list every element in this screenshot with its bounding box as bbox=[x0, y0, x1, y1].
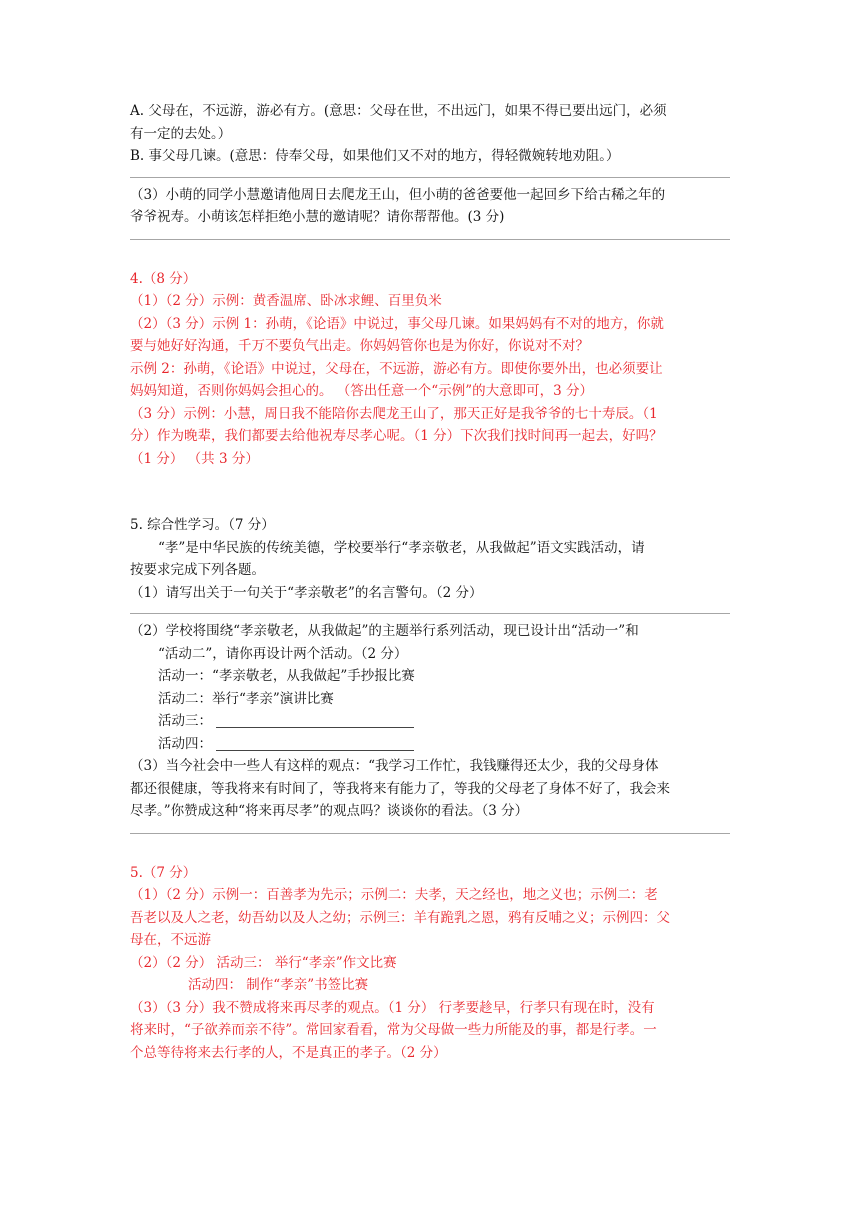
answer-4-line: 示例 2：孙萌，《论语》中说过，父母在，不远游，游必有方。即使你要外出，也必须要让 bbox=[130, 360, 663, 377]
activity-3-blank[interactable] bbox=[216, 713, 414, 728]
answer-4-line: （3 分）示例：小慧，周日我不能陪你去爬龙王山了，那天正好是我爷爷的七十寿辰。（1 bbox=[130, 405, 658, 422]
answer-4-block bbox=[130, 268, 730, 471]
activity-3-label: 活动三： bbox=[158, 713, 212, 729]
option-b-line: B. 事父母几谏。(意思：侍奉父母，如果他们又不对的地方，得轻微婉转地劝阻。） bbox=[130, 148, 620, 164]
question-3-line-2: 爷爷祝寿。小萌该怎样拒绝小慧的邀请呢？请你帮帮他。(3 分) bbox=[130, 209, 505, 225]
answer-5-line: 母在，不远游 bbox=[130, 932, 211, 948]
question-5-sub-2: （2）学校将围绕“孝亲敬老，从我做起”的主题举行系列活动，现已设计出“活动一”和 bbox=[130, 623, 639, 639]
answer-4-line: 分）作为晚辈，我们都要去给他祝寿尽孝心呢。（1 分）下次我们找时间再一起去，好吗？ bbox=[130, 428, 663, 444]
answer-line bbox=[130, 613, 730, 614]
answer-5-line: （2）（2 分） 活动三： 举行“孝亲”作文比赛 bbox=[130, 954, 397, 971]
activity-4-blank[interactable] bbox=[216, 736, 414, 751]
answer-5-line: 吾老以及人之老，幼吾幼以及人之幼；示例三：羊有跪乳之恩，鸦有反哺之义；示例四：父 bbox=[130, 909, 670, 926]
answer-5-line: （3）（3 分）我不赞成将来再尽孝的观点。（1 分） 行孝要趁早，行孝只有现在时，没有 bbox=[130, 999, 655, 1016]
answer-5-line: （1）（2 分）示例一：百善孝为先示；示例二：夫孝，天之经也，地之义也；示例二：老 bbox=[130, 887, 658, 903]
question-5-block bbox=[130, 514, 730, 834]
answer-4-line: （2）（3 分）示例 1：孙萌，《论语》中说过，事父母几谏。如果妈妈有不对的地方，你就 bbox=[130, 315, 664, 332]
answer-5-line: 个总等待将来去行孝的人，不是真正的孝子。（2 分） bbox=[130, 1044, 447, 1061]
question-3-line-1: （3）小萌的同学小慧邀请他周日去爬龙王山，但小萌的爸爸要他一起回乡下给古稀之年的 bbox=[130, 186, 666, 203]
answer-4-line: 要与她好好沟通，千万不要负气出走。你妈妈管你也是为你好，你说对不对？ bbox=[130, 338, 589, 354]
answer-5-block bbox=[130, 862, 730, 1065]
question-5-sub-3: 尽孝。”你赞成这种“将来再尽孝”的观点吗？谈谈你的看法。（3 分） bbox=[130, 803, 529, 819]
question-5-intro: 按要求完成下列各题。 bbox=[130, 562, 265, 578]
activity-2: 活动二：举行“孝亲”演讲比赛 bbox=[158, 690, 334, 707]
answer-4-line: （1）（2 分）示例：黄香温席、卧冰求鲤、百里负米 bbox=[130, 293, 442, 309]
document-page bbox=[130, 100, 730, 1064]
answer-5-title: 5.（7 分） bbox=[130, 864, 197, 881]
question-5-sub-1: （1）请写出关于一句关于“孝亲敬老”的名言警句。（2 分） bbox=[130, 584, 483, 601]
question-5-sub-2: “活动二”，请你再设计两个活动。（2 分） bbox=[158, 645, 408, 662]
activity-3 bbox=[130, 710, 730, 733]
answer-4-line: 妈妈知道，否则你妈妈会担心的。 （答出任意一个“示例”的大意即可，3 分） bbox=[130, 383, 593, 399]
question-5-sub-3: （3）当今社会中一些人有这样的观点：“我学习工作忙，我钱赚得还太少，我的父母身体 bbox=[130, 758, 659, 774]
answer-4-title: 4.（8 分） bbox=[130, 270, 197, 287]
answer-5-line: 活动四： 制作“孝亲”书签比赛 bbox=[188, 977, 369, 993]
option-a-line-1: A. 父母在，不远游，游必有方。(意思：父母在世，不出远门，如果不得已要出远门，必须 bbox=[130, 103, 667, 119]
question-5-intro: “孝”是中华民族的传统美德，学校要举行“孝亲敬老，从我做起”语文实践活动，请 bbox=[158, 539, 645, 556]
answer-5-line: 将来时，“子欲养而亲不待”。常回家看看，常为父母做一些力所能及的事，都是行孝。一 bbox=[130, 1022, 657, 1038]
option-a-line-2: 有一定的去处。） bbox=[130, 125, 232, 142]
activity-4 bbox=[130, 733, 730, 756]
activity-4-label: 活动四： bbox=[158, 735, 212, 752]
question-5-title: 5. 综合性学习。（7 分） bbox=[130, 517, 275, 533]
answer-line bbox=[130, 177, 730, 178]
question-5-sub-3: 都还很健康，等我将来有时间了，等我将来有能力了，等我的父母老了身体不好了，我会来 bbox=[130, 780, 670, 797]
answer-4-line: （1 分） （共 3 分） bbox=[130, 450, 259, 467]
activity-1: 活动一：“孝亲敬老，从我做起”手抄报比赛 bbox=[158, 668, 415, 684]
